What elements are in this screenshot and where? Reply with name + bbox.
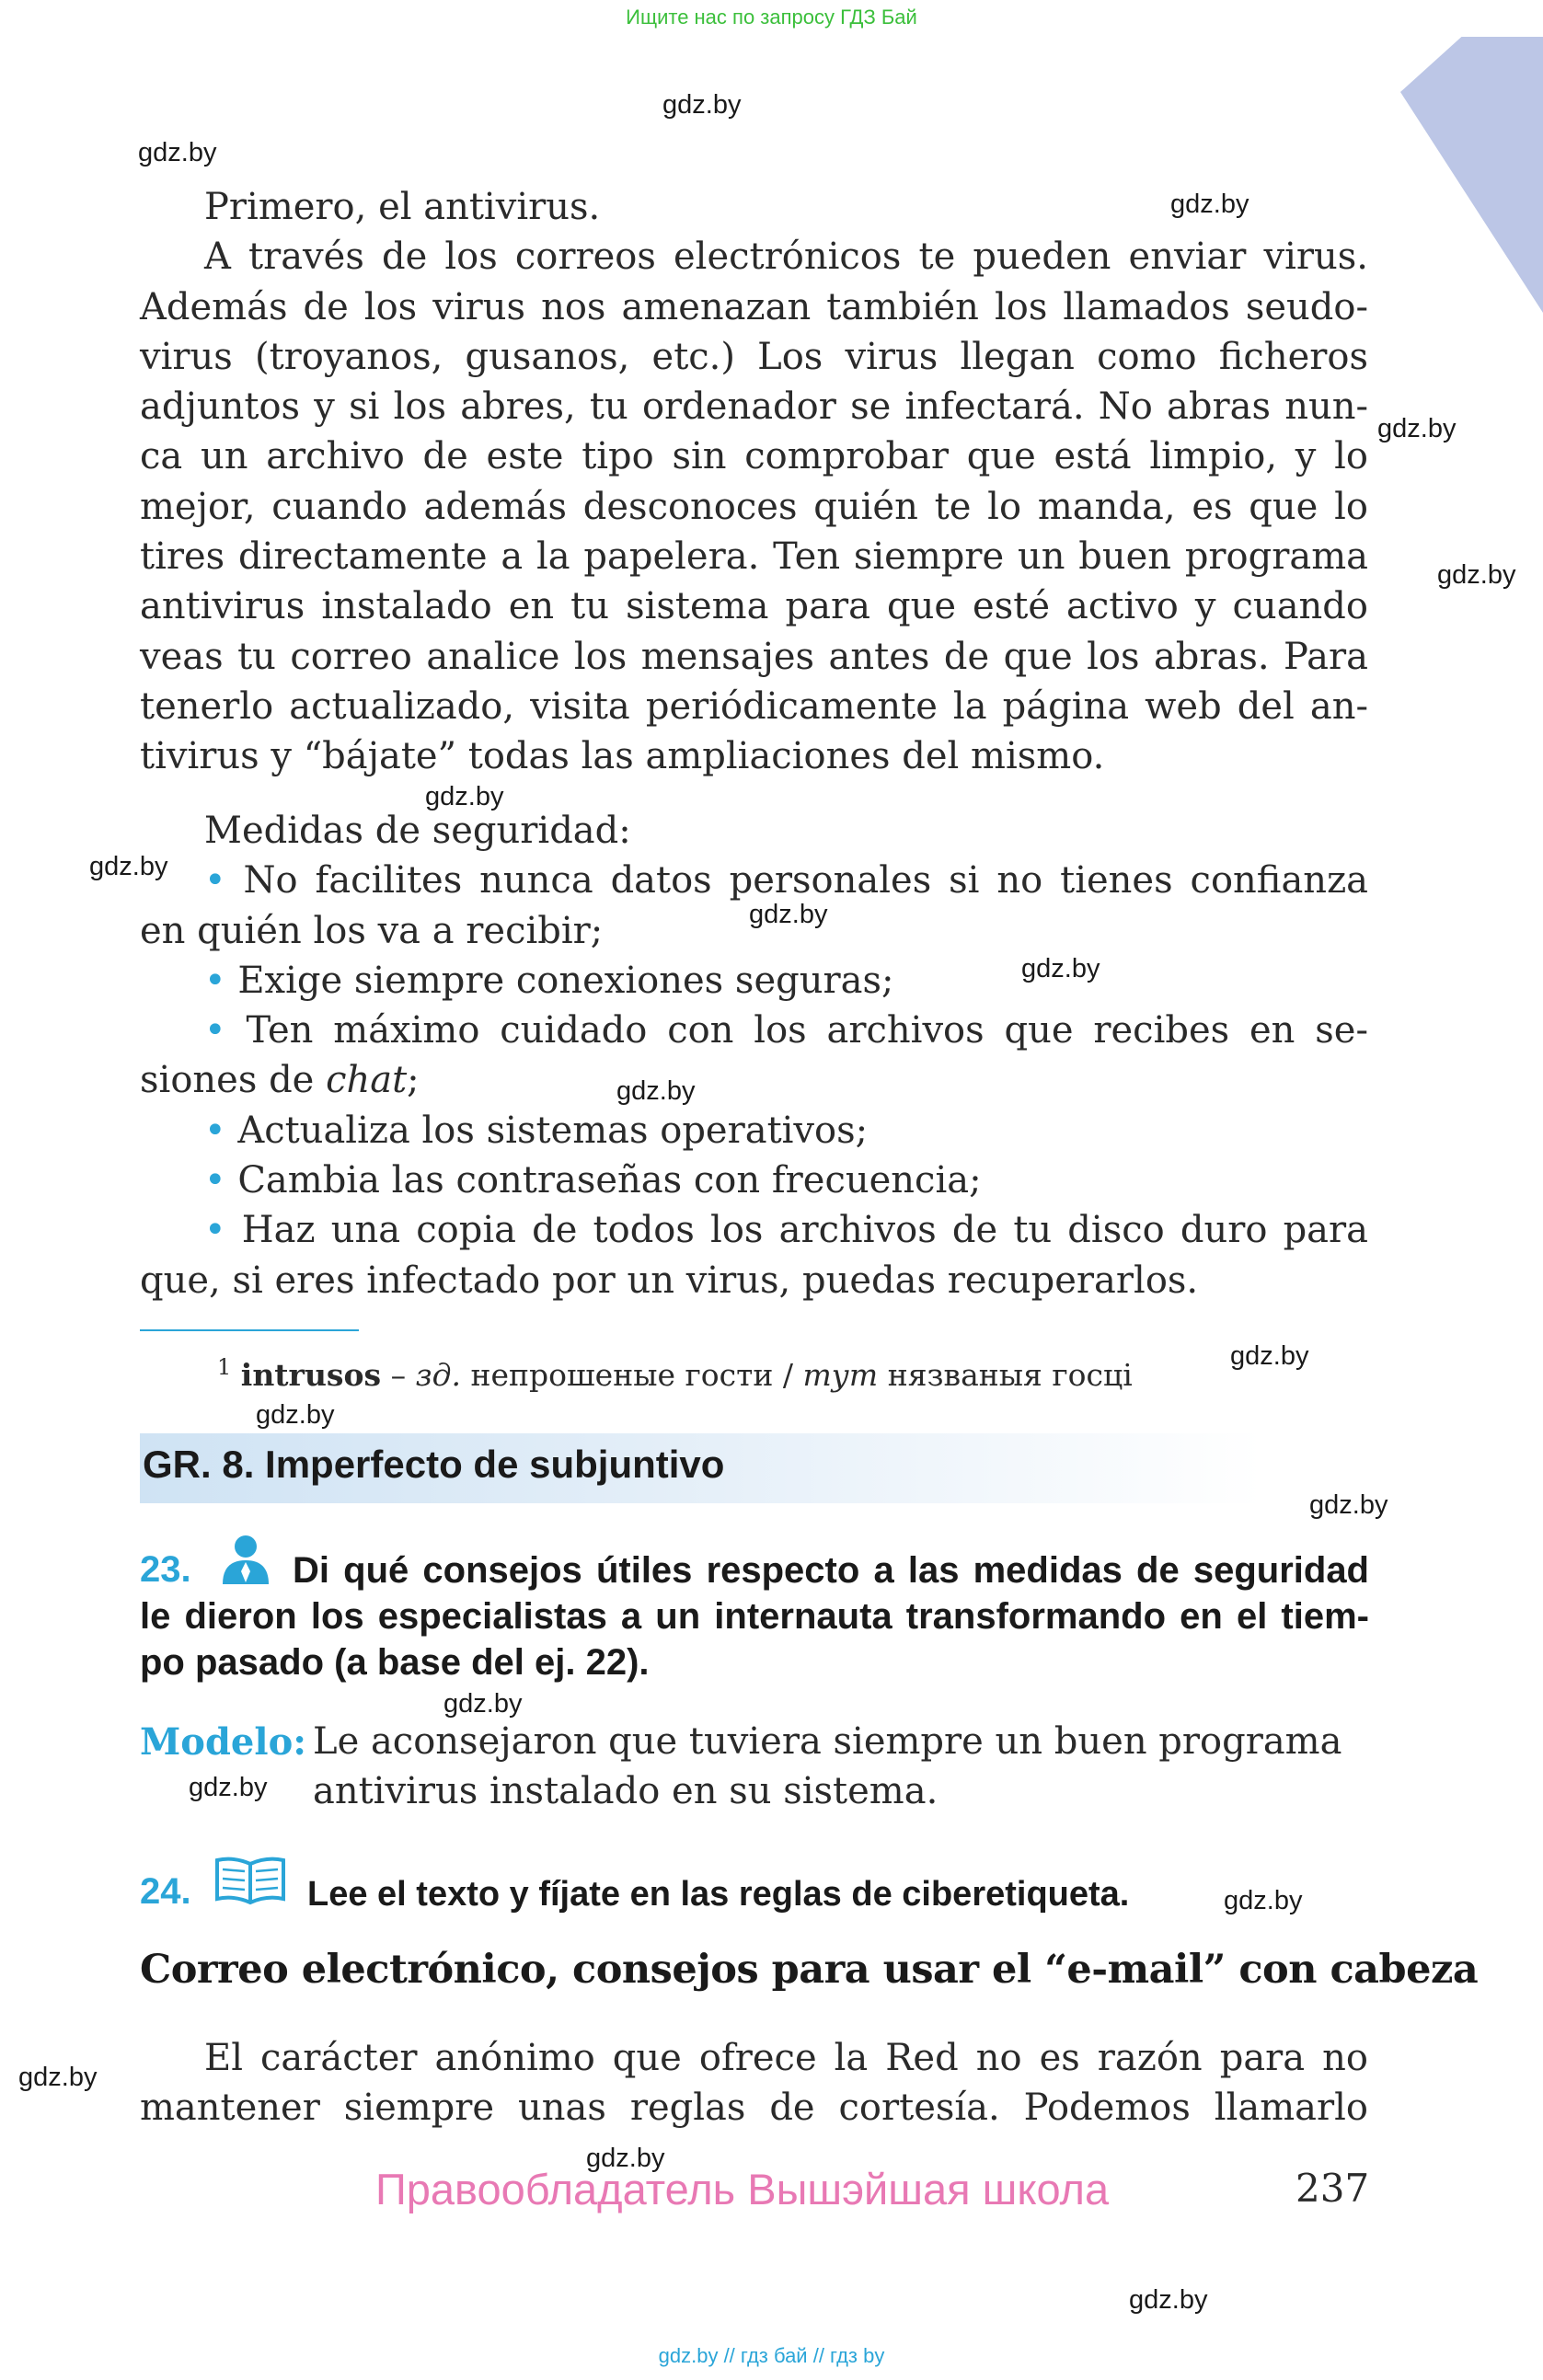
watermark: gdz.by xyxy=(443,1689,523,1719)
page-number: 237 xyxy=(1295,2166,1370,2211)
bullet-dot-icon: • xyxy=(204,1009,226,1052)
measures-title: Medidas de seguridad: xyxy=(204,810,631,852)
watermark: gdz.by xyxy=(1224,1886,1303,1915)
bullet-text: Exige siempre conexiones seguras; xyxy=(237,959,894,1002)
bottom-links[interactable]: gdz.by // гдз бай // гдз by xyxy=(658,2344,885,2367)
footnote-dash: – xyxy=(381,1357,416,1393)
footnote-by: нязваныя госці xyxy=(878,1357,1133,1393)
bullet-text: Actualiza los sistemas operativos; xyxy=(237,1109,869,1152)
bullet-dot-icon: • xyxy=(204,959,226,1002)
watermark: gdz.by xyxy=(1021,954,1100,983)
bullet-dot-icon: • xyxy=(204,1209,226,1252)
text-line: po pasado (a base del ej. 22). xyxy=(140,1642,650,1683)
bullet-dot-icon: • xyxy=(204,1159,226,1202)
bullet-text: Cambia las contraseñas con frecuencia; xyxy=(237,1159,982,1202)
exercise-23-line xyxy=(293,1547,1369,1593)
watermark: gdz.by xyxy=(749,900,828,929)
modelo-text xyxy=(313,1717,1341,1816)
open-book-icon xyxy=(213,1855,287,1906)
watermark: gdz.by xyxy=(256,1400,335,1430)
text-line: mejor, cuando además desconoces quién te lo manda, es que lo xyxy=(140,485,1368,528)
security-measures xyxy=(140,806,1368,1305)
footnote xyxy=(217,1354,1133,1393)
text-line: Le aconsejaron que tuviera siempre un buen programa xyxy=(313,1720,1342,1763)
watermark: gdz.by xyxy=(18,2063,98,2092)
article-body xyxy=(140,2033,1368,2133)
footnote-mark: 1 xyxy=(217,1354,232,1380)
bullet-item xyxy=(140,1205,1368,1255)
text-line: Primero, el antivirus. xyxy=(204,186,601,228)
watermark: gdz.by xyxy=(662,90,742,120)
watermark: gdz.by xyxy=(1309,1490,1388,1520)
text-line: le dieron los especialistas a un internauta transformando en el tiem- xyxy=(140,1596,1369,1637)
footnote-abbr: тут xyxy=(802,1357,879,1393)
bullet-dot-icon: • xyxy=(204,859,226,903)
person-icon xyxy=(219,1533,272,1586)
bullet-item xyxy=(140,856,1368,905)
footnote-abbr: зд. xyxy=(415,1357,461,1393)
top-search-hint[interactable]: Ищите нас по запросу ГДЗ Бай xyxy=(626,6,917,29)
bullet-item xyxy=(140,1006,1368,1055)
modelo-label: Modelo: xyxy=(140,1720,307,1764)
watermark: gdz.by xyxy=(89,852,168,881)
text-line: que, si eres infectado por un virus, puedas recuperarlos. xyxy=(140,1259,1199,1302)
bullet-text: Haz una copia de todos los archivos de tu disco duro para xyxy=(241,1209,1369,1252)
text-line: Di qué consejos útiles respecto a las medidas de seguridad xyxy=(293,1550,1369,1591)
grammar-title: GR. 8. Imperfecto de subjuntivo xyxy=(143,1443,725,1486)
text-line: A través de los correos electrónicos te pueden enviar virus. xyxy=(204,236,1368,279)
text-line: en quién los va a recibir; xyxy=(140,909,604,952)
footnote-ru: непрошеные гости / xyxy=(461,1357,803,1393)
watermark: gdz.by xyxy=(1170,190,1249,219)
text-line: ca un archivo de este tipo sin comprobar que está limpio, y lo xyxy=(140,435,1368,478)
watermark: gdz.by xyxy=(586,2144,665,2173)
watermark: gdz.by xyxy=(1129,2285,1208,2315)
copyright-notice: Правообладатель Вышэйшая школа xyxy=(375,2165,1110,2213)
exercise-24-text: Lee el texto y fíjate en las reglas de ciberetiqueta. xyxy=(307,1875,1130,1914)
text-line: mantener siempre unas reglas de cortesía. Podemos llamarlo xyxy=(140,2087,1368,2130)
exercise-24-number: 24. xyxy=(140,1871,191,1912)
text-line: tires directamente a la papelera. Ten siempre un buen programa xyxy=(140,535,1368,579)
text-fragment: siones de xyxy=(140,1059,327,1102)
text-line: antivirus instalado en su sistema. xyxy=(313,1770,938,1812)
watermark: gdz.by xyxy=(1437,560,1516,590)
text-line: El carácter anónimo que ofrece la Red no es razón para no xyxy=(204,2037,1368,2079)
exercise-23-number: 23. xyxy=(140,1549,191,1590)
text-line: virus (troyanos, gusanos, etc.) Los virus llegan como ficheros xyxy=(140,335,1368,378)
article-title: Correo electrónico, consejos para usar el “e-mail” con cabeza xyxy=(140,1947,1479,1993)
footnote-divider xyxy=(140,1329,359,1331)
footnote-term: intrusos xyxy=(240,1357,382,1393)
antivirus-passage xyxy=(140,182,1368,782)
bullet-text: Ten máximo cuidado con los archivos que recibes en se- xyxy=(246,1009,1368,1052)
bullet-text: No facilites nunca datos personales si no tienes confianza xyxy=(243,859,1368,903)
text-line: tivirus y “bájate” todas las ampliaciones del mismo. xyxy=(140,735,1105,778)
bullet-item xyxy=(140,1106,1368,1156)
text-line: antivirus instalado en tu sistema para que esté activo y cuando xyxy=(140,585,1368,628)
bullet-dot-icon: • xyxy=(204,1109,226,1152)
text-line: adjuntos y si los abres, tu ordenador se infectará. No abras nun- xyxy=(140,385,1368,429)
text-line: Además de los virus nos amenazan también los llamados seudo- xyxy=(140,285,1368,328)
italic-term: chat xyxy=(326,1059,408,1102)
text-line: veas tu correo analice los mensajes antes de que los abras. Para xyxy=(140,635,1368,678)
bullet-item xyxy=(140,956,1368,1006)
watermark: gdz.by xyxy=(138,138,217,167)
exercise-23-body xyxy=(140,1593,1369,1685)
text-fragment: ; xyxy=(407,1059,420,1102)
watermark: gdz.by xyxy=(1230,1341,1309,1371)
watermark: gdz.by xyxy=(616,1076,696,1106)
text-line: tenerlo actualizado, visita periódicamente la página web del an- xyxy=(140,684,1368,728)
text-line xyxy=(140,1055,1368,1105)
watermark: gdz.by xyxy=(425,782,504,811)
watermark: gdz.by xyxy=(1377,414,1457,443)
bullet-item xyxy=(140,1156,1368,1205)
watermark: gdz.by xyxy=(189,1773,268,1802)
